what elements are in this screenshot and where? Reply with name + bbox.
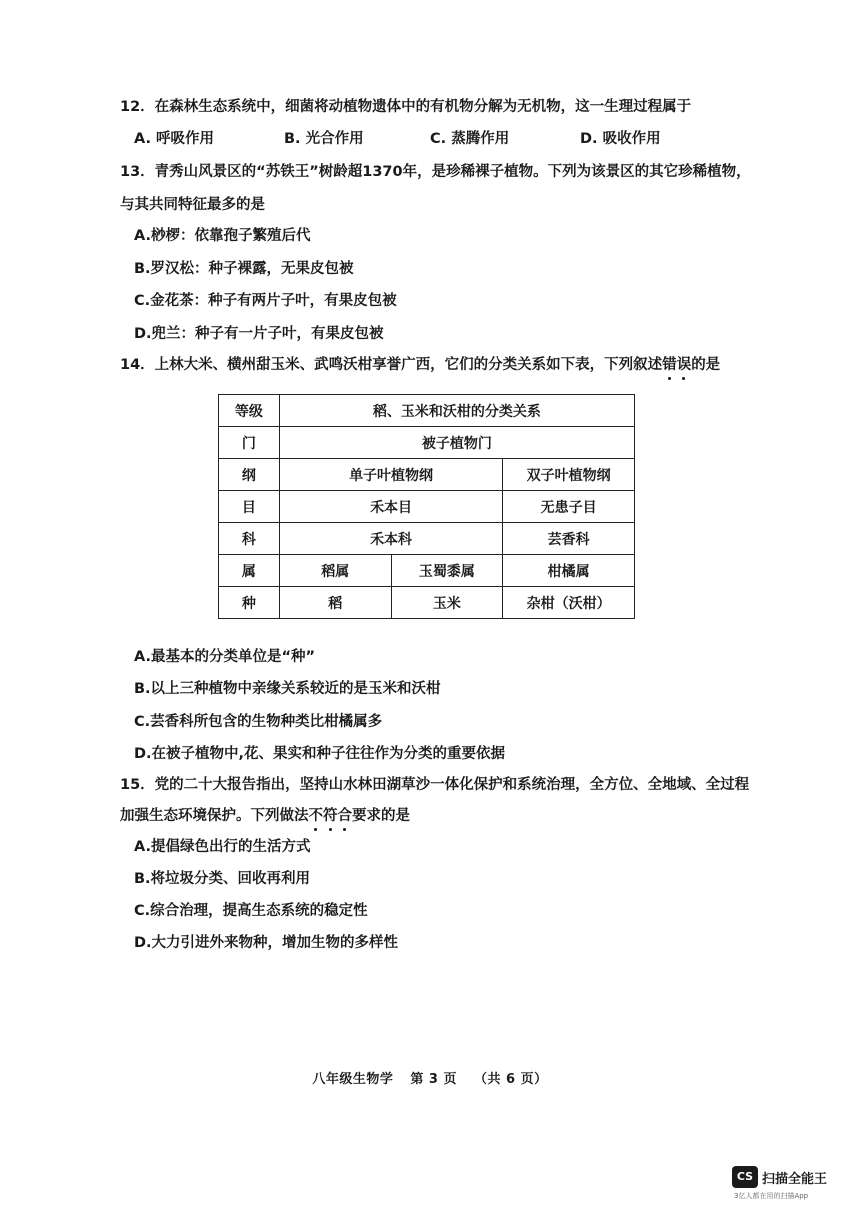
camscanner-logo-icon: CS — [732, 1166, 758, 1188]
q12-option-a: A. 呼吸作用 — [134, 131, 215, 147]
scanner-watermark — [732, 1166, 842, 1202]
table-row — [219, 587, 635, 619]
footer-page-number: 第 3 页 — [410, 1072, 457, 1087]
table-row — [219, 523, 635, 555]
q14-emph-1: 错 — [662, 357, 677, 373]
table-cell: 禾本科 — [279, 523, 502, 555]
q13-option-c: C.金花茶：种子有两片子叶，有果皮包被 — [134, 293, 397, 309]
watermark-tagline: 3亿人都在用的扫描App — [734, 1192, 809, 1200]
watermark-app-name: 扫描全能王 — [762, 1172, 828, 1187]
q15-stem-line1: 15．党的二十大报告指出，坚持山水林田湖草沙一体化保护和系统治理，全方位、全地域、全过程 — [120, 777, 750, 793]
table-cell: 稻属 — [279, 555, 391, 587]
table-row — [219, 395, 635, 427]
table-cell: 禾本目 — [279, 491, 502, 523]
q14-stem — [120, 355, 720, 375]
q15-stem-suffix: 要求的是 — [352, 808, 410, 824]
q15-option-d: D.大力引进外来物种，增加生物的多样性 — [134, 935, 399, 951]
table-cell: 目 — [219, 491, 280, 523]
q14-stem-prefix: 14．上林大米、横州甜玉米、武鸣沃柑享誉广西，它们的分类关系如下表，下列叙述 — [120, 357, 663, 373]
table-cell: 柑橘属 — [503, 555, 635, 587]
q14-stem-suffix: 的是 — [691, 357, 721, 373]
table-cell: 纲 — [219, 459, 280, 491]
table-cell: 被子植物门 — [279, 427, 634, 459]
q12-option-b: B. 光合作用 — [284, 131, 364, 147]
q15-option-c: C.综合治理，提高生态系统的稳定性 — [134, 903, 368, 919]
q14-option-b: B.以上三种植物中亲缘关系较近的是玉米和沃柑 — [134, 681, 441, 697]
table-cell: 属 — [219, 555, 280, 587]
table-cell: 等级 — [219, 395, 280, 427]
table-cell: 稻 — [279, 587, 391, 619]
table-cell: 科 — [219, 523, 280, 555]
table-row — [219, 555, 635, 587]
table-cell: 芸香科 — [503, 523, 635, 555]
q12-stem: 12．在森林生态系统中，细菌将动植物遗体中的有机物分解为无机物，这一生理过程属于 — [120, 99, 692, 115]
q13-option-a: A.桫椤：依靠孢子繁殖后代 — [134, 228, 311, 244]
q14-option-d: D.在被子植物中,花、果实和种子往往作为分类的重要依据 — [134, 746, 506, 762]
q15-emph-1: 不 — [308, 808, 323, 824]
footer-total-pages: （共 6 页） — [474, 1072, 548, 1087]
table-cell: 玉米 — [391, 587, 503, 619]
q15-emph-3: 合 — [337, 808, 352, 824]
q15-stem-line2 — [120, 806, 410, 826]
q12-option-c: C. 蒸腾作用 — [430, 131, 510, 147]
table-cell: 种 — [219, 587, 280, 619]
q13-option-d: D.兜兰：种子有一片子叶，有果皮包被 — [134, 326, 384, 342]
table-cell: 稻、玉米和沃柑的分类关系 — [279, 395, 634, 427]
q14-option-c: C.芸香科所包含的生物种类比柑橘属多 — [134, 714, 383, 730]
footer-subject: 八年级生物学 — [312, 1072, 394, 1087]
table-cell: 玉蜀黍属 — [391, 555, 503, 587]
q15-option-b: B.将垃圾分类、回收再利用 — [134, 871, 311, 887]
q14-emph-2: 误 — [676, 357, 692, 373]
q15-emph-2: 符 — [323, 808, 338, 824]
q12-option-d: D. 吸收作用 — [580, 131, 661, 147]
q15-option-a: A.提倡绿色出行的生活方式 — [134, 839, 311, 855]
q15-stem-prefix: 加强生态环境保护。下列做法 — [120, 808, 309, 824]
table-cell: 杂柑（沃柑） — [503, 587, 635, 619]
table-cell: 无患子目 — [503, 491, 635, 523]
table-row — [219, 491, 635, 523]
table-cell: 双子叶植物纲 — [503, 459, 635, 491]
q13-stem-line1: 13．青秀山风景区的“苏铁王”树龄超1370年，是珍稀裸子植物。下列为该景区的其它珍稀植物， — [120, 164, 751, 180]
table-cell: 单子叶植物纲 — [279, 459, 502, 491]
table-row — [219, 459, 635, 491]
q13-option-b: B.罗汉松：种子裸露，无果皮包被 — [134, 261, 354, 277]
classification-table — [218, 394, 635, 619]
q13-stem-line2: 与其共同特征最多的是 — [120, 197, 265, 213]
page-footer — [0, 1068, 860, 1087]
table-cell: 门 — [219, 427, 280, 459]
table-row — [219, 427, 635, 459]
q14-option-a: A.最基本的分类单位是“种” — [134, 649, 316, 665]
